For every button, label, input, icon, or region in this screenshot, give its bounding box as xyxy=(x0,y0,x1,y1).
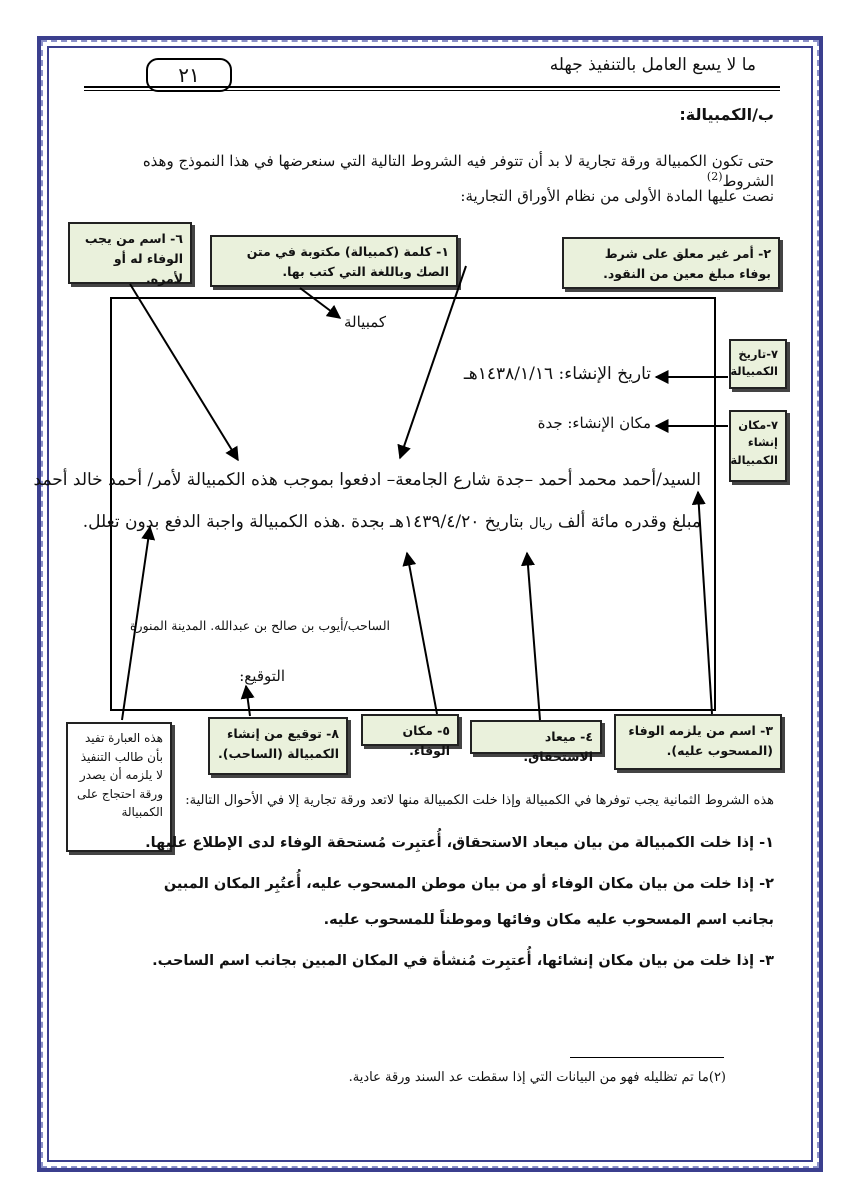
arrow-payment-place xyxy=(407,553,437,714)
bill-signature: التوقيع: xyxy=(239,667,285,685)
arrow-signature xyxy=(246,686,250,716)
arrow-drawee xyxy=(698,492,712,714)
header-title: ما لا يسع العامل بالتنفيذ جهله xyxy=(549,55,756,75)
bill-currency: ريال xyxy=(529,516,553,531)
callout-protest-note: هذه العبارة تفيد بأن طالب التنفيذ لا يلزمه أن يصدر ورقة احتجاج على الكمبيالة xyxy=(66,722,172,852)
bill-place: مكان الإنشاء: جدة xyxy=(537,414,651,432)
arrow-protest-note xyxy=(122,527,150,720)
footnote-rule xyxy=(570,1057,724,1058)
callout-signature: ٨- توقيع من إنشاء الكمبيالة (الساحب). xyxy=(208,717,348,775)
rule-3: ٣- إذا خلت من بيان مكان إنشائها، أُعتبِرت مُنشأة في المكان المبين بجانب اسم الساحب. xyxy=(152,953,774,969)
bill-title: كمبيالة xyxy=(344,313,387,331)
intro-line-2: نصت عليها المادة الأولى من نظام الأوراق التجارية: xyxy=(460,187,774,205)
callout-payment-place: ٥- مكان الوفاء. xyxy=(361,714,459,746)
footnote-ref: (2) xyxy=(706,170,723,183)
callout-drawee: ٣- اسم من يلزمه الوفاء (المسحوب عليه). xyxy=(614,714,782,770)
bill-date: تاريخ الإنشاء: ١٤٣٨/١/١٦هـ xyxy=(463,364,651,384)
callout-place: ٧-مكان إنشاء الكمبيالة xyxy=(729,410,787,482)
callout-order: ٢- أمر غير معلق على شرط بوفاء مبلغ معين من النقود. xyxy=(562,237,780,289)
section-heading: ب/الكمبيالة: xyxy=(679,105,774,124)
bill-line-1: السيد/أحمد محمد أحمد –جدة شارع الجامعة– ادفعوا بموجب هذه الكمبيالة لأمر/ أحمد خالد أحمد xyxy=(33,470,701,490)
bill-drawer: الساحب/أيوب بن صالح بن عبدالله. المدينة المنورة xyxy=(130,618,390,633)
rule-1: ١- إذا خلت الكمبيالة من بيان ميعاد الاستحقاق، أُعتبِرت مُستحقة الوفاء لدى الإطلاع عليها. xyxy=(145,835,774,851)
rule-2-line-2: بجانب اسم المسحوب عليه مكان وفائها وموطناً للمسحوب عليه. xyxy=(323,912,774,928)
callout-due-date: ٤- ميعاد الاستحقاق. xyxy=(470,720,602,754)
arrow-due-date xyxy=(527,553,540,720)
rule-2-line-1: ٢- إذا خلت من بيان مكان الوفاء أو من بيان موطن المسحوب عليه، أُعتُبِر المكان المبين xyxy=(163,876,774,892)
footnote: (٢)ما تم تظليله فهو من البيانات التي إذا سقطت عد السند ورقة عادية. xyxy=(348,1070,726,1085)
callout-payee: ٦- اسم من يجب الوفاء له أو لأمره. xyxy=(68,222,192,284)
bill-amount: مبلغ وقدره مائة ألف xyxy=(557,512,701,532)
arrow-bill-word xyxy=(300,288,340,318)
arrow-order xyxy=(400,266,466,458)
conditions-intro: هذه الشروط الثمانية يجب توفرها في الكمبيالة وإذا خلت الكمبيالة منها لاتعد ورقة تجارية إلا في الأحوال التالية: xyxy=(185,793,774,808)
arrow-payee xyxy=(130,284,238,460)
callout-bill-word: ١- كلمة (كمبيالة) مكتوبة في متن الصك وباللغة التي كتب بها. xyxy=(210,235,458,287)
intro-line-1: حتى تكون الكمبيالة ورقة تجارية لا بد أن تتوفر فيه الشروط التالية التي سنعرضها في هذا النموذج وهذه الشروط xyxy=(142,152,774,190)
page-number: ٢١ xyxy=(146,58,232,92)
bill-due: بتاريخ ١٤٣٩/٤/٢٠هـ بجدة .هذه الكمبيالة واجبة الدفع بدون تعلل. xyxy=(82,512,524,532)
callout-date: ٧-تاريخ الكمبيالة xyxy=(729,339,787,389)
